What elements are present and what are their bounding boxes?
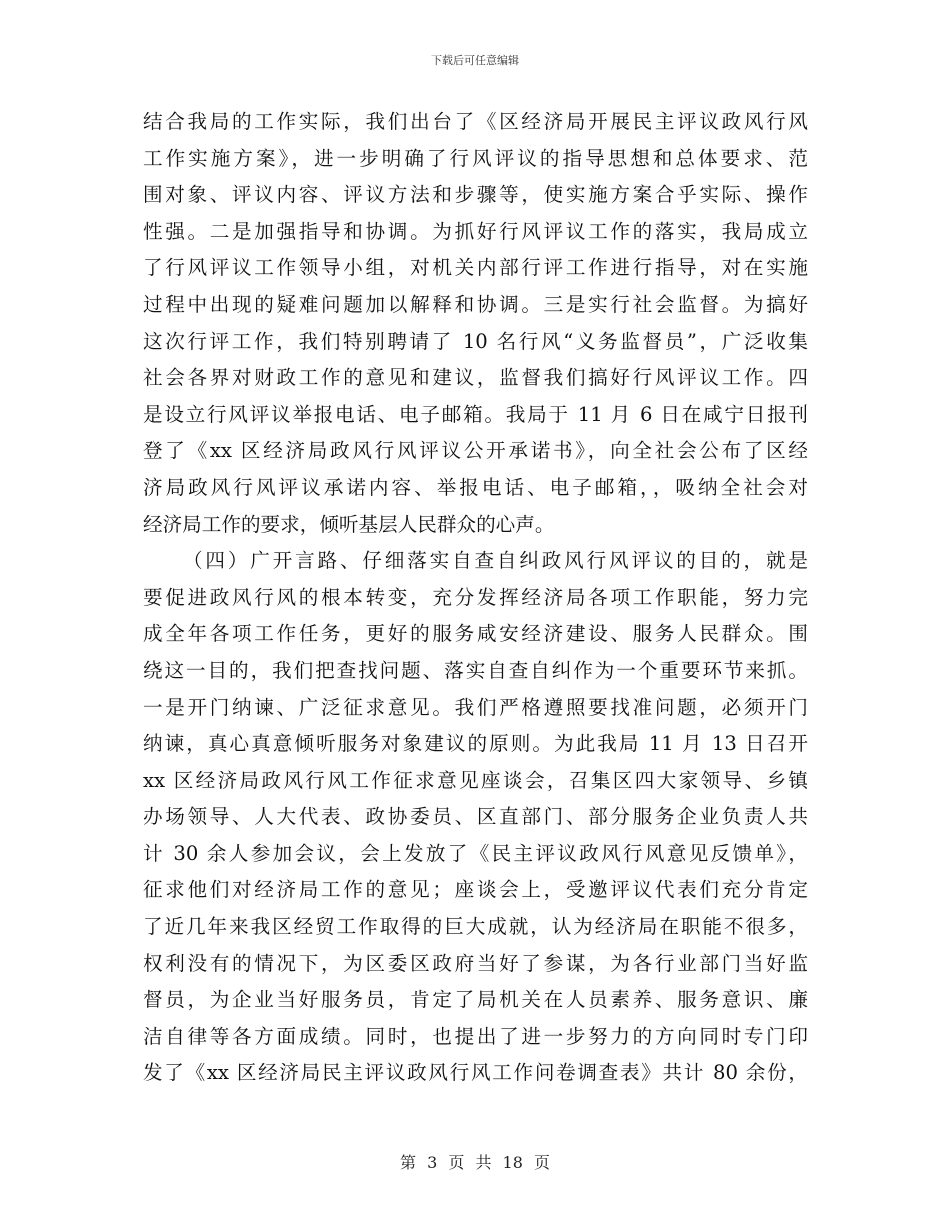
body-line: xx 区经济局政风行风工作征求意见座谈会，召集区四大家领导、乡镇 [143, 768, 808, 792]
body-line: 围对象、评议内容、评议方法和步骤等，使实施方案合乎实际、操作 [143, 183, 808, 207]
body-line: 社会各界对财政工作的意见和建议，监督我们搞好行风评议工作。四 [143, 366, 808, 390]
body-line: 性强。二是加强指导和协调。为抓好行风评议工作的落实，我局成立 [143, 219, 808, 243]
body-line: 济局政风行风评议承诺内容、举报电话、电子邮箱，，吸纳全社会对 [143, 475, 808, 499]
body-line: 成全年各项工作任务，更好的服务咸安经济建设、服务人民群众。围 [143, 622, 808, 646]
body-line: 权利没有的情况下，为区委区政府当好了参谋，为各行业部门当好监 [143, 951, 808, 975]
body-line: 是设立行风评议举报电话、电子邮箱。我局于 11 月 6 日在咸宁日报刊 [143, 402, 808, 426]
body-line: 了近几年来我区经贸工作取得的巨大成就，认为经济局在职能不很多， [143, 915, 808, 939]
page-header: 下载后可任意编辑 [431, 54, 519, 67]
body-line: 过程中出现的疑难问题加以解释和协调。三是实行社会监督。为搞好 [143, 292, 808, 316]
body-line: 工作实施方案》，进一步明确了行风评议的指导思想和总体要求、范 [143, 146, 808, 170]
body-line: 要促进政风行风的根本转变，充分发挥经济局各项工作职能，努力完 [143, 585, 808, 609]
body-line: 一是开门纳谏、广泛征求意见。我们严格遵照要找准问题，必须开门 [143, 695, 808, 719]
body-line: 绕这一目的，我们把查找问题、落实自查自纠作为一个重要环节来抓。 [143, 658, 808, 682]
page-number-footer: 第 3 页 共 18 页 [400, 1153, 550, 1172]
body-line: 了行风评议工作领导小组，对机关内部行评工作进行指导，对在实施 [143, 256, 808, 280]
paragraph-first-line: （四）广开言路、仔细落实自查自纠政风行风评议的目的，就是 [183, 549, 808, 573]
body-line: 督员，为企业当好服务员，肯定了局机关在人员素养、服务意识、廉 [143, 988, 808, 1012]
body-line: 结合我局的工作实际，我们出台了《区经济局开展民主评议政风行风 [143, 110, 808, 133]
body-line: 洁自律等各方面成绩。同时，也提出了进一步努力的方向同时专门印 [143, 1024, 808, 1048]
body-line: 办场领导、人大代表、政协委员、区直部门、部分服务企业负责人共 [143, 805, 808, 829]
body-line: 征求他们对经济局工作的意见；座谈会上，受邀评议代表们充分肯定 [143, 878, 808, 902]
body-line: 这次行评工作，我们特别聘请了 10 名行风“义务监督员”，广泛收集 [143, 329, 808, 353]
body-line: 计 30 余人参加会议，会上发放了《民主评议政风行风意见反馈单》， [143, 841, 808, 865]
body-line: 纳谏，真心真意倾听服务对象建议的原则。为此我局 11 月 13 日召开 [143, 732, 808, 756]
body-line: 登了《xx 区经济局政风行风评议公开承诺书》，向全社会公布了区经 [143, 439, 808, 463]
body-line: 发了《xx 区经济局民主评议政风行风工作问卷调查表》共计 80 余份， [143, 1061, 808, 1085]
document-body [143, 104, 808, 1092]
body-line: 经济局工作的要求，倾听基层人民群众的心声。 [143, 512, 555, 536]
